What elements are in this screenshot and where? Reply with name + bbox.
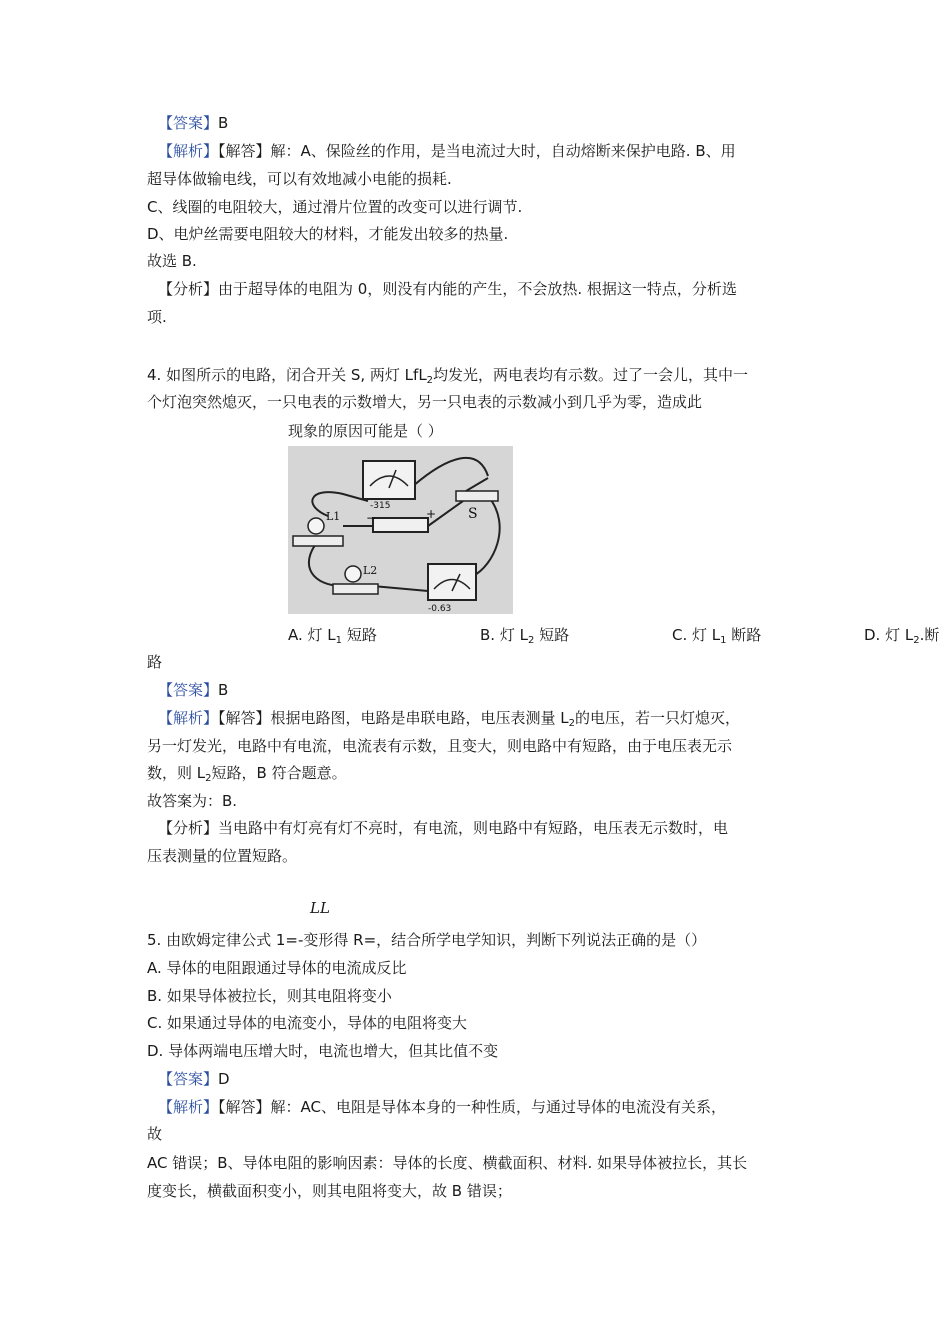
q3-fenxi-line2: 项. [147, 308, 167, 326]
q4-stem-line2: 个灯泡突然熄灭，一只电表的示数增大，另一只电表的示数减小到几乎为零，造成此 [147, 393, 703, 411]
q4-option-c: C. 灯 $L_1$ 断路 [672, 626, 762, 646]
ammeter-scale-label: -0.63 [428, 604, 452, 614]
lamp-base-l2 [333, 584, 378, 594]
analysis-tag: 【解析】 [158, 709, 219, 727]
q3-line-c: C、线圈的电阻较大，通过滑片位置的改变可以进行调节. [147, 198, 523, 216]
answer-tag: 【答案】 [158, 114, 219, 132]
q5-option-a: A. 导体的电阻跟通过导体的电流成反比 [147, 959, 407, 977]
q4-option-wrap: 路 [147, 653, 163, 671]
q5-stem: 5. 由欧姆定律公式 1=-变形得 R=，结合所学电学知识，判断下列说法正确的是（） [147, 931, 707, 949]
q5-analysis-line2: 故 [147, 1125, 163, 1143]
q4-option-d: D. 灯 $L_2$.断 [864, 626, 940, 646]
q4-answer-line [158, 679, 228, 701]
q3-choose: 故选 B. [147, 252, 197, 270]
answer-value: B [218, 681, 229, 699]
q5-option-d: D. 导体两端电压增大时，电流也增大，但其比值不变 [147, 1042, 499, 1060]
answer-value: B [218, 114, 229, 132]
q5-option-b: B. 如果导体被拉长，则其电阻将变小 [147, 987, 392, 1005]
q5-analysis-line4: 度变长，横截面积变小，则其电阻将变大，故 B 错误； [147, 1182, 512, 1200]
voltmeter-icon [363, 461, 415, 499]
q5-option-c: C. 如果通过导体的电流变小，导体的电阻将变大 [147, 1014, 468, 1032]
q3-line-d: D、电炉丝需要电阻较大的材料，才能发出较多的热量. [147, 225, 509, 243]
q5-analysis-line1: 【解析】【解答】解：AC、电阻是导体本身的一种性质，与通过导体的电流没有关系， [158, 1098, 726, 1116]
q3-analysis-line2: 超导体做输电线，可以有效地减小电能的损耗. [147, 170, 452, 188]
lamp-l1-label: L1 [326, 510, 341, 523]
analysis-tag: 【解析】 [158, 142, 219, 160]
q4-fenxi-line2: 压表测量的位置短路。 [147, 847, 298, 865]
circuit-figure [288, 446, 513, 614]
q4-analysis-line2: 另一灯发光，电路中有电流，电流表有示数，且变大，则电路中有短路，由于电压表无示 [147, 737, 733, 755]
q3-fenxi-line1: 【分析】由于超导体的电阻为 0，则没有内能的产生，不会放热. 根据这一特点，分析选 [158, 280, 737, 298]
circuit-diagram-svg [288, 446, 513, 614]
q4-option-b: B. 灯 $L_2$ 短路 [480, 626, 570, 646]
q5-answer-line [158, 1068, 230, 1090]
answer-tag: 【答案】 [158, 681, 219, 699]
q3-analysis-line1: 【解析】【解答】解：A、保险丝的作用，是当电流过大时，自动熔断来保护电路. B、用 [158, 142, 736, 160]
lamp-l2-label: L2 [363, 564, 378, 577]
answer-tag: 【答案】 [158, 1070, 219, 1088]
q4-analysis-line3: 数，则 $L_2$短路，B 符合题意。 [147, 764, 347, 784]
voltmeter-scale-label: -315 [370, 501, 391, 511]
switch-label: S [468, 506, 478, 522]
lamp-bulb-icon [345, 566, 361, 582]
lamp-base-l1 [293, 536, 343, 546]
q5-floating-formula: LL [310, 899, 330, 917]
q4-stem-line1: 4. 如图所示的电路，闭合开关 S, 两灯 LfL$_2$均发光，两电表均有示数。过了一会儿，其中一 [147, 366, 749, 386]
q4-stem-line3: 现象的原因可能是（ ） [288, 422, 443, 440]
battery-minus-label: − [366, 511, 377, 525]
q3-answer-line [158, 112, 228, 134]
q5-analysis-line3: AC 错误；B、导体电阻的影响因素：导体的长度、横截面积、材料. 如果导体被拉长，其长 [147, 1154, 748, 1172]
q4-analysis-line1: 【解析】【解答】根据电路图，电路是串联电路，电压表测量 $L_2$的电压，若一只灯熄灭， [158, 709, 741, 729]
q4-conclusion: 故答案为：B. [147, 792, 238, 810]
battery-icon [373, 518, 428, 532]
switch-icon [456, 491, 498, 501]
q4-option-a: A. 灯 $L_1$ 短路 [288, 626, 377, 646]
answer-value: D [218, 1070, 230, 1088]
lamp-bulb-icon [308, 518, 324, 534]
analysis-tag: 【解析】 [158, 1098, 219, 1116]
q4-fenxi-line1: 【分析】当电路中有灯亮有灯不亮时，有电流，则电路中有短路，电压表无示数时，电 [158, 819, 729, 837]
ammeter-icon [428, 564, 476, 600]
battery-plus-label: + [426, 507, 437, 521]
